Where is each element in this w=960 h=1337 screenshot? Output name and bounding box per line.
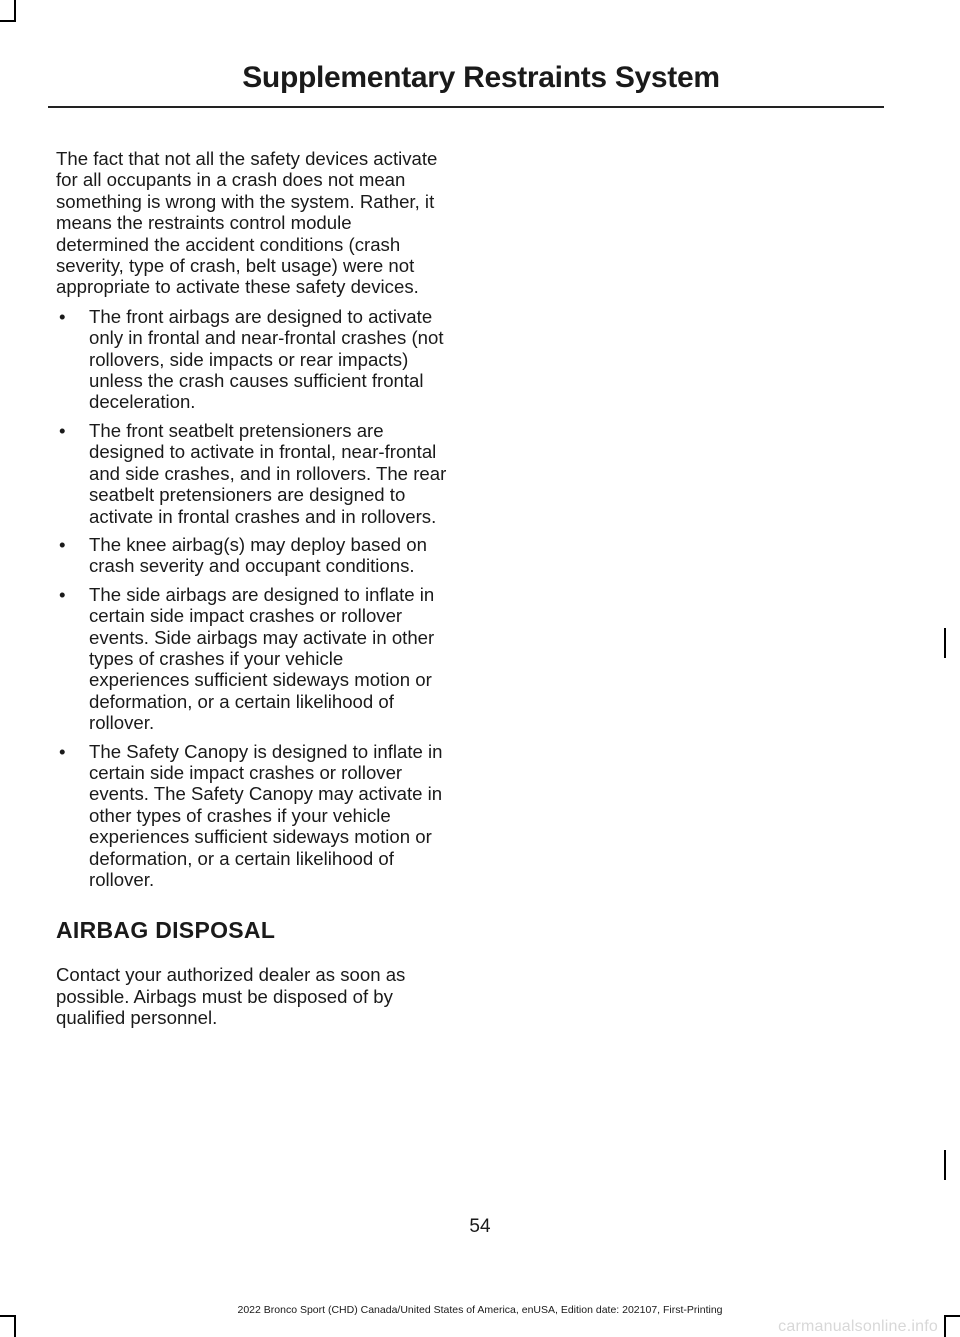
page-header [48, 58, 884, 108]
bullet-list [56, 306, 448, 891]
crop-mark-bottom-left-vertical [14, 1315, 16, 1337]
list-item [56, 534, 448, 577]
page-title: Supplementary Restraints System [242, 61, 720, 94]
list-item-text: The knee airbag(s) may deploy based on crash severity and occupant conditions. [89, 533, 427, 577]
list-item [56, 584, 448, 734]
content-column [56, 148, 448, 1037]
list-item-text: The side airbags are designed to inflate in certain side impact crashes or rollover events. Side airbags may activate in other types of crashes if your vehicle experiences sufficient sideways motion or deformation, or a certain likelihood of rollover. [89, 583, 435, 734]
bullet-icon: • [59, 305, 66, 327]
crop-mark-right-lower [944, 1150, 946, 1180]
list-item [56, 306, 448, 413]
bullet-icon: • [59, 740, 66, 762]
page-number: 54 [469, 1216, 491, 1237]
list-item-text: The Safety Canopy is designed to inflate in certain side impact crashes or rollover events. The Safety Canopy may activate in other types of crashes if your vehicle experiences sufficient sideways motion or deformation, or a certain likelihood of rollover. [89, 740, 443, 890]
section-heading: AIRBAG DISPOSAL [56, 917, 276, 944]
crop-mark-top-left-vertical [14, 0, 16, 22]
list-item [56, 741, 448, 891]
list-item-text: The front airbags are designed to activate only in frontal and near-frontal crashes (not rollovers, side impacts or rear impacts) unless the crash causes sufficient frontal deceleration. [89, 305, 444, 413]
list-item [56, 420, 448, 527]
crop-mark-right-upper [944, 628, 946, 658]
bullet-icon: • [59, 533, 66, 555]
section-body: Contact your authorized dealer as soon as possible. Airbags must be disposed of by qualified personnel. [56, 964, 406, 1029]
crop-mark-bottom-right-vertical [944, 1315, 946, 1337]
intro-paragraph: The fact that not all the safety devices activate for all occupants in a crash does not mean something is wrong with the system. Rather, it means the restraints control module determined the accident conditions (crash severity, type of crash, belt usage) were not appropriate to activate these safety devices. [56, 148, 438, 298]
list-item-text: The front seatbelt pretensioners are designed to activate in frontal, near-frontal and side crashes, and in rollovers. The rear seatbelt pretensioners are designed to activate in frontal crashes and in rollovers. [89, 419, 447, 527]
bullet-icon: • [59, 583, 66, 605]
bullet-icon: • [59, 419, 66, 441]
watermark: carmanualsonline.info [778, 1318, 938, 1335]
crop-mark-top-left-horizontal [0, 20, 16, 22]
edition-footer: 2022 Bronco Sport (CHD) Canada/United States of America, enUSA, Edition date: 202107, First-Printing [237, 1304, 723, 1316]
